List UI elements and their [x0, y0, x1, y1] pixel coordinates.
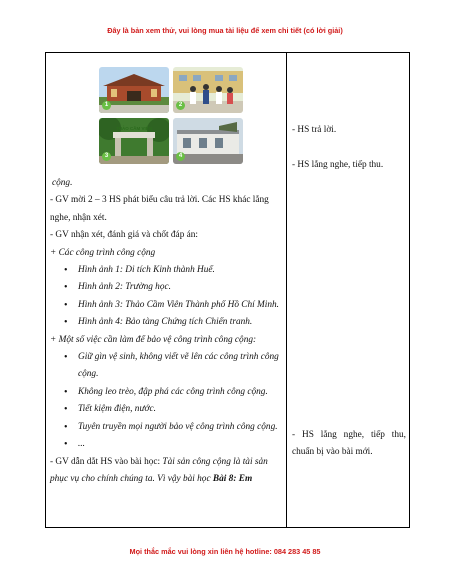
text-line [50, 454, 282, 489]
text-line: + Các công trình công cộng [50, 247, 156, 258]
student-activity-1: - HS trả lời. [292, 125, 337, 135]
text-line: - GV nhận xét, đánh giá và chốt đáp án: [50, 230, 199, 241]
photo-hue-citadel [99, 67, 169, 113]
list-item: • Không leo trèo, đập phá các công trình công cộng. [50, 384, 282, 401]
public-works-list [50, 262, 282, 332]
text-segment: - GV dẫn dắt HS vào bài học: [50, 456, 163, 467]
list-item: • Hình ảnh 4: Bảo tàng Chứng tích Chiến tranh. [50, 314, 282, 331]
lesson-title: Bài 8: Em [212, 473, 253, 484]
lesson-table [45, 52, 410, 528]
column-divider [286, 53, 287, 527]
photo-number: 4 [176, 152, 185, 161]
photo-number: 1 [102, 101, 111, 110]
photo-number: 2 [176, 101, 185, 110]
text-line: - GV mời 2 – 3 HS phát biểu câu trả lời. Các HS khác lắng nghe, nhận xét. [50, 195, 269, 223]
text-line: + Một số việc cần làm để bảo vệ công trình công cộng: [50, 334, 257, 345]
photo-museum [173, 118, 243, 164]
student-activity-2: - HS lắng nghe, tiếp thu. [292, 160, 384, 170]
teacher-activity [50, 175, 282, 488]
photo-number: 3 [102, 152, 111, 161]
photo-zoo-gate [99, 118, 169, 164]
text-segment: Tài sản công cộng là tài sản phục vụ cho chính chúng ta. Vì vậy bài học [50, 456, 268, 484]
list-item: • Hình ảnh 1: Di tích Kinh thành Huế. [50, 262, 282, 279]
hotline-notice: Mọi thắc mắc vui lòng xin liên hệ hotline: 084 283 45 85 [129, 547, 321, 556]
list-item: • Tiết kiệm điện, nước. [50, 401, 282, 418]
list-item: • Hình ảnh 2: Trường học. [50, 279, 282, 296]
list-item: • Hình ảnh 3: Thảo Cầm Viên Thành phố Hồ Chí Minh. [50, 297, 282, 314]
protection-list [50, 349, 282, 453]
zoo-sign: THẢO CẦM VIÊN [116, 126, 152, 131]
list-item: • ... [50, 436, 282, 453]
text-line: cộng. [52, 178, 73, 188]
list-item: • Tuyên truyền mọi người bảo vệ công trình công cộng. [50, 419, 282, 436]
photo-school [173, 67, 243, 113]
list-item: • Giữ gìn vệ sinh, không viết vẽ lên các công trình công cộng. [50, 349, 282, 384]
student-activity-3: - HS lắng nghe, tiếp thu, chuẩn bị vào bài mới. [292, 430, 406, 458]
preview-notice: Đây là bản xem thử, vui lòng mua tài liệu để xem chi tiết (có lời giải) [107, 26, 343, 35]
